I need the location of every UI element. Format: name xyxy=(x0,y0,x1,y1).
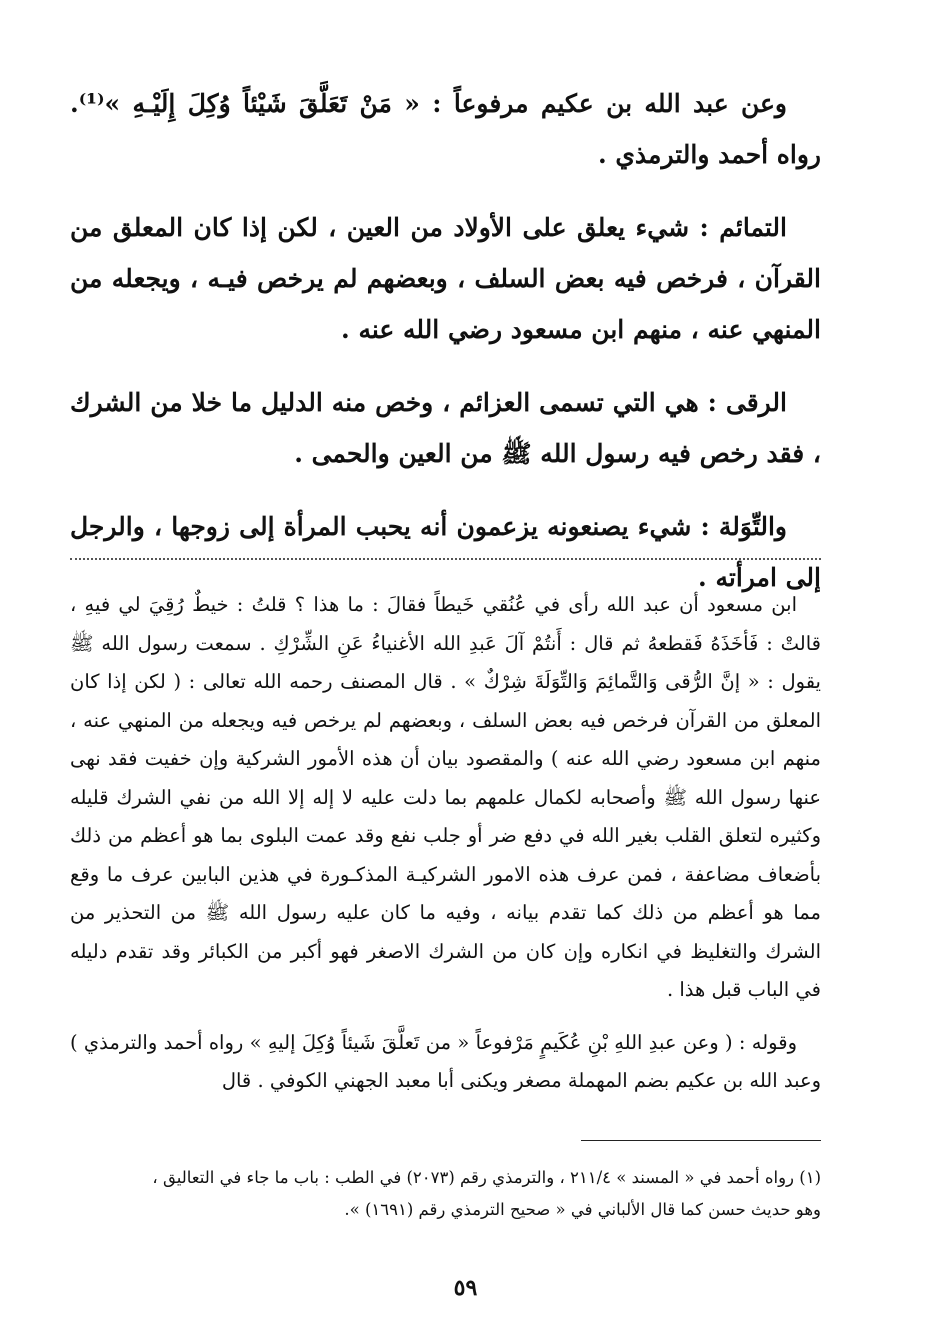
commentary-text xyxy=(70,586,821,1115)
footnotes xyxy=(70,1162,821,1226)
main-paragraph: التمائم : شيء يعلق على الأولاد من العين ، لكن إذا كان المعلق من القرآن ، فرخص فيه بعض السلف ، وبعضهم لم يرخص فيـه ، ويجعله من المنهي عنه ، منهم ابن مسعود رضي الله عنه . xyxy=(70,213,821,344)
footnote-line: وهو حديث حسن كما قال الألباني في « صحيح الترمذي رقم (١٦٩١) ». xyxy=(344,1200,821,1219)
main-paragraph: والتِّوَلة : شيء يصنعونه يزعمون أنه يحبب المرأة إلى زوجها ، والرجل إلى امرأته . xyxy=(70,512,821,592)
main-paragraph: وعن عبد الله بن عكيم مرفوعاً : « مَنْ تَعَلَّقَ شَيْئاً وُكِلَ إِلَيْـهِ »⁽¹⁾. رواه أحمد والترمذي . xyxy=(70,89,821,169)
commentary-paragraph: وقوله : ( وعن عبدِ اللهِ بْنِ عُكَيمٍ مَرْفوعاً « من تَعلَّقَ شَيئاً وُكِلَ إليهِ » رواه أحمد والترمذي ) وعبد الله بن عكيم بضم المهملة مصغر ويكنى أبا معبد الجهني الكوفي . قال xyxy=(70,1030,821,1092)
footnote-line: (١) رواه أحمد في « المسند » ٢١١/٤ ، والترمذي رقم (٢٠٧٣) في الطب : باب ما جاء في التعاليق ، xyxy=(152,1168,821,1187)
footnote-rule xyxy=(581,1140,821,1141)
main-text xyxy=(70,78,821,625)
page-number: ٥٩ xyxy=(453,1275,478,1301)
main-paragraph: الرقى : هي التي تسمى العزائم ، وخص منه الدليل ما خلا من الشرك ، فقد رخص فيه رسول الله ﷺ من العين والحمى . xyxy=(70,388,821,468)
dotted-divider xyxy=(70,558,821,560)
commentary-paragraph: ابن مسعود أن عبد الله رأى في عُنُقي خَيطاً فقالَ : ما هذا ؟ قلتُ : خيطٌ رُقِيَ لي فيهِ ، قالتْ : فَأخَذَهُ فَقطعهُ ثم قال : أَنتُمْ آلَ عَبدِ الله الأغنياءُ عَنِ الشِّرْكِ . سمعت رسول الله ﷺ يقول : « إنَّ الرُّقى وَالتَّمائِمَ وَالتِّوَلَةَ شِرْكٌ » . قال المصنف رحمه الله تعالى : ( لكن إذا كان المعلق من القرآن فرخص فيه بعض السلف ، وبعضهم لم يرخص فيه ويجعله من المنهي عنه ، منهم ابن مسعود رضي الله عنه ) والمقصود بيان أن هذه الأمور الشركية وإن خفيت فقد نهى عنها رسول الله ﷺ وأصحابه لكمال علمهم بما دلت عليه لا إله إلا الله من نفي الشرك قليله وكثيره لتعلق القلب بغير الله في دفع ضر أو جلب نفع وقد عمت البلوى بما هو أعظم من ذلك بأضعاف مضاعفة ، فمن عرف هذه الامور الشركيـة المذكـورة في هذين البابين عرف ما وقع مما هو أعظم من ذلك كما تقدم بيانه ، وفيه ما كان عليه رسول الله ﷺ من التحذير من الشرك والتغليظ في انكاره وإن كان من الشرك الاصغر فهو أكبر من الكبائر وقد تقدم دليله في الباب قبل هذا . xyxy=(70,593,821,1001)
